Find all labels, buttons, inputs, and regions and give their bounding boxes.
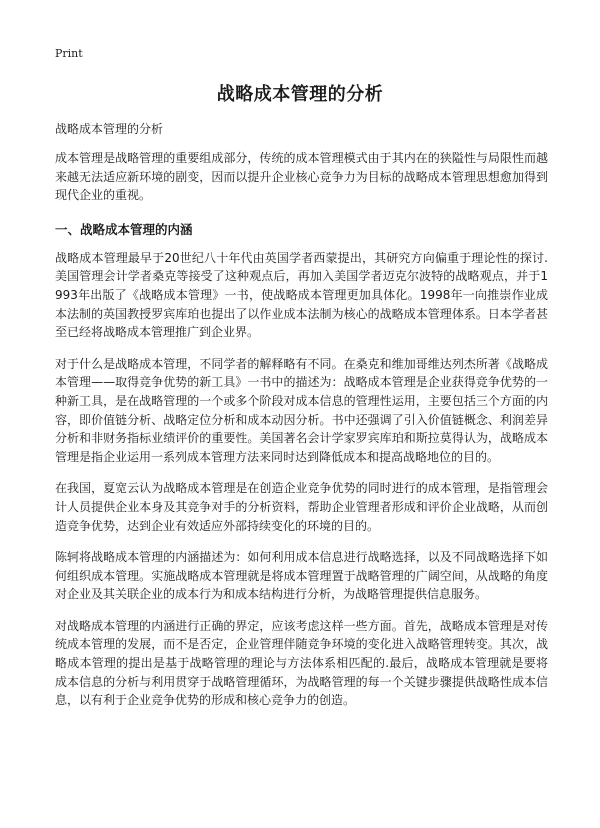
article-body: [55, 149, 548, 723]
body-paragraph: 对于什么是战略成本管理，不同学者的解释略有不同。在桑克和维加哥维达列杰所著《战略成本管理——取得竞争优势的新工具》一书中的描述为：战略成本管理是企业获得竞争优势的一种新工具，是在战略管理的一个或多个阶段对成本信息的管理性运用，主要包括三个方面的内容，即价值链分析、战略定位分析和成本动因分析。书中还强调了引入价值链概念、利润差异分析和非财务指标业绩评价的重要性。美国著名会计学家罗宾库珀和斯拉莫得认为，战略成本管理是指企业运用一系列成本管理方法来同时达到降低成本和提高战略地位的目的。: [55, 356, 548, 464]
page-title: 战略成本管理的分析: [216, 84, 384, 105]
intro-paragraph: 成本管理是战略管理的重要组成部分，传统的成本管理模式由于其内在的狭隘性与局限性而越来越无法适应新环境的剧变，因而以提升企业核心竞争力为目标的战略成本管理思想愈加得到现代企业的重视。: [55, 151, 548, 203]
body-paragraph: 陈轲将战略成本管理的内涵描述为：如何利用成本信息进行战略选择，以及不同战略选择下如何组织成本管理。实施战略成本管理就是将成本管理置于战略管理的广阔空间，从战略的角度对企业及其关联企业的成本行为和成本结构进行分析，为战略管理提供信息服务。: [55, 550, 548, 602]
body-paragraph: 战略成本管理最早于20世纪八十年代由英国学者西蒙提出，其研究方向偏重于理论性的探讨.美国管理会计学者桑克等接受了这种观点后，再加入美国学者迈克尔波特的战略观点，并于1993年出版了《战略成本管理》一书，使战略成本管理更加具体化。1998年一向推崇作业成本法制的英国教授罗宾库珀也提出了以作业成本法制为核心的战略成本管理体系。日本学者甚至已经将战略成本管理推广到企业界。: [55, 250, 548, 340]
body-paragraph: 对战略成本管理的内涵进行正确的界定，应该考虑这样一些方面。首先，战略成本管理是对传统成本管理的发展，而不是否定，企业管理伴随竞争环境的变化进入战略管理转变。其次，战略成本管理的提出是基于战略管理的理论与方法体系相匹配的.最后，战略成本管理就是要将成本信息的分析与利用贯穿于战略管理循环，为战略管理的每一个关键步骤提供战略性成本信息，以有利于企业竞争优势的形成和核心竞争力的创造。: [55, 618, 548, 708]
print-link[interactable]: Print: [55, 47, 83, 60]
section-heading: 一、战略成本管理的内涵: [55, 221, 193, 237]
document-subtitle: 战略成本管理的分析: [55, 122, 164, 136]
body-paragraph: 在我国，夏宽云认为战略成本管理是在创造企业竞争优势的同时进行的成本管理，是指管理会计人员提供企业本身及其竞争对手的分析资料，帮助企业管理者形成和评价企业战略，从而创造竞争优势，达到企业有效适应外部持续变化的环境的目的。: [55, 481, 548, 533]
